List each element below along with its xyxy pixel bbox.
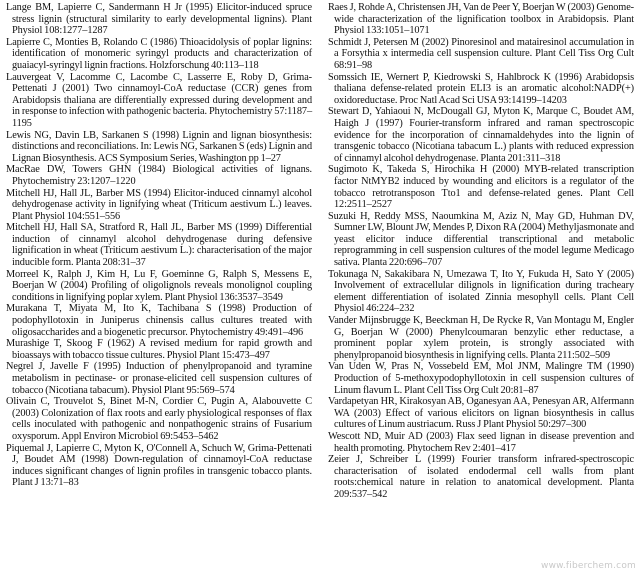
reference-entry: Tokunaga N, Sakakibara N, Umezawa T, Ito Y, Fukuda H, Sato Y (2005) Involvement of extracellular dilignols in lignification during tracheary element differentiation of isolated Zinnia mesophyll cells. Plant Cell Physiol 46:224–232 [328, 268, 634, 315]
reference-entry: Lange BM, Lapierre C, Sandermann H Jr (1995) Elicitor-induced spruce stress lignin (structural similarity to early developmental lignins). Plant Physiol 108:1277–1287 [6, 2, 312, 37]
reference-entry: Sugimoto K, Takeda S, Hirochika H (2000) MYB-related transcription factor NtMYB2 induced by wounding and elicitors is a regulator of the tobacco retrotransposon Tto1 and defense-related genes. Plant Cell 12:2511–2527 [328, 164, 634, 211]
reference-entry: Suzuki H, Reddy MSS, Naoumkina M, Aziz N, May GD, Huhman DV, Sumner LW, Blount JW, Mendes P, Dixon RA (2004) Methyljasmonate and yeast elicitor induce differential transcriptional and metabolic reprogramming in cell suspension cultures of the model legume Medicago sativa. Planta 220:696–707 [328, 210, 634, 269]
reference-entry: Lauvergeat V, Lacomme C, Lacombe C, Lasserre E, Roby D, Grima-Pettenati J (2001) Two cinnamoyl-CoA reductase (CCR) genes from Arabidopsis thaliana are differentially expressed during development and in response to infection with pathogenic bacteria. Phytochemistry 57:1187–1195 [6, 71, 312, 129]
reference-entry: Murakana T, Miyata M, Ito K, Tachibana S (1998) Production of podophyllotoxin in Juniperus chinensis callus cultures treated with oligosaccharides and a biogenetic precursor. Phytochemistry 49:491–496 [6, 303, 312, 338]
watermark: www.fiberchem.com [541, 561, 636, 571]
left-column [6, 2, 312, 489]
reference-entry: Lewis NG, Davin LB, Sarkanen S (1998) Lignin and lignan biosynthesis: distinctions and reconciliations. In: Lewis NG, Sarkanen S (eds) Lignin and Lignan Biosynthesis. ACS Symposium Series, Washington pp 1–27 [6, 129, 312, 164]
reference-entry: Somssich IE, Wernert P, Kiedrowski S, Hahlbrock K (1996) Arabidopsis thaliana defense-related protein ELI3 is an aromatic alcohol:NADP(+) oxidoreductase. Proc Natl Acad Sci USA 93:14199–14203 [328, 71, 634, 106]
reference-entry: Raes J, Rohde A, Christensen JH, Van de Peer Y, Boerjan W (2003) Genome-wide characterization of the lignification toolbox in Arabidopsis. Plant Physiol 133:1051–1071 [328, 2, 634, 37]
reference-entry: Mitchell HJ, Hall JL, Barber MS (1994) Elicitor-induced cinnamyl alcohol dehydrogenase activity in lignifying wheat (Triticum aestivum L.) leaves. Plant Physiol 104:551–556 [6, 187, 312, 222]
reference-entry: Stewart D, Yahiaoui N, McDougall GJ, Myton K, Marque C, Boudet AM, Haigh J (1997) Fourier-transform infrared and raman spectroscopic evidence for the incorporation of cinnamaldehydes into the lignin of transgenic tobacco (Nicotiana tabacum L.) plants with reduced expression of cinnamyl alcohol dehydrogenase. Planta 201:311–318 [328, 106, 634, 164]
right-column [328, 2, 634, 501]
reference-entry: Vardapetyan HR, Kirakosyan AB, Oganesyan AA, Penesyan AR, Alfermann WA (2003) Effect of various elicitors on lignan biosynthesis in callus cultures of Linum austriacum. Russ J Plant Physiol 50:297–300 [328, 396, 634, 431]
reference-entry: Van Uden W, Pras N, Vossebeld EM, Mol JNM, Malingre TM (1990) Production of 5-methoxypodophyllotoxin in cell suspension cultures of Linum flavum L. Plant Cell Tiss Org Cult 20:81–87 [328, 361, 634, 396]
reference-entry: Murashige T, Skoog F (1962) A revised medium for rapid growth and bioassays with tobacco tissue cultures. Physiol Plant 15:473–497 [6, 338, 312, 361]
reference-entry: Lapierre C, Monties B, Rolando C (1986) Thioacidolysis of poplar lignins: identification of monomeric syringyl products and characterization of guaiacyl-syringyl lignin fractions. Holzforschung 40:113–118 [6, 36, 312, 71]
reference-entry: Morreel K, Ralph J, Kim H, Lu F, Goeminne G, Ralph S, Messens E, Boerjan W (2004) Profiling of oligolignols reveals monolignol coupling conditions in lignifying poplar xylem. Plant Physiol 136:3537–3549 [6, 268, 312, 303]
reference-entry: Piquemal J, Lapierre C, Myton K, O'Connell A, Schuch W, Grima-Pettenati J, Boudet AM (1998) Down-regulation of cinnamoyl-CoA reductase induces significant changes of lignin profiles in transgenic tobacco plants. Plant J 13:71–83 [6, 442, 312, 489]
reference-entry: Olivain C, Trouvelot S, Binet M-N, Cordier C, Pugin A, Alabouvette C (2003) Colonization of flax roots and early physiological responses of flax cells inoculated with pathogenic and nonpathogenic strains of Fusarium oxysporum. Appl Environ Microbiol 69:5453–5462 [6, 396, 312, 442]
reference-entry: Wescott ND, Muir AD (2003) Flax seed lignan in disease prevention and health promoting. Phytochem Rev 2:401–417 [328, 430, 634, 454]
reference-entry: Negrel J, Javelle F (1995) Induction of phenylpropanoid and tyramine metabolism in pectinase- or pronase-elicited cell suspension cultures of tobacco (Nicotiana tabacum). Physiol Plant 95:569–574 [6, 361, 312, 396]
reference-entry: Zeier J, Schreiber L (1999) Fourier transform infrared-spectroscopic characterisation of isolated endodermal cell walls from plant roots:chemical nature in relation to anatomical development. Planta 209:537–542 [328, 454, 634, 500]
reference-entry: Mitchell HJ, Hall SA, Stratford R, Hall JL, Barber MS (1999) Differential induction of cinnamyl alcohol dehydrogenase during defensive lignification in wheat (Triticum aestivum L.): characterisation of the major inducible form. Planta 208:31–37 [6, 222, 312, 269]
reference-entry: MacRae DW, Towers GHN (1984) Biological activities of lignans. Phytochemistry 23:1207–1220 [6, 164, 312, 187]
reference-entry: Schmidt J, Petersen M (2002) Pinoresinol and matairesinol accumulation in a Forsythia x intermedia cell suspension culture. Plant Cell Tiss Org Cult 68:91–98 [328, 36, 634, 71]
reference-entry: Vander Mijnsbrugge K, Beeckman H, De Rycke R, Van Montagu M, Engler G, Boerjan W (2000) Phenylcoumaran benzylic ether reductase, a prominent poplar xylem protein, is strongly associated with phenylpropanoid biosynthesis in lignifying cells. Planta 211:502–509 [328, 315, 634, 361]
